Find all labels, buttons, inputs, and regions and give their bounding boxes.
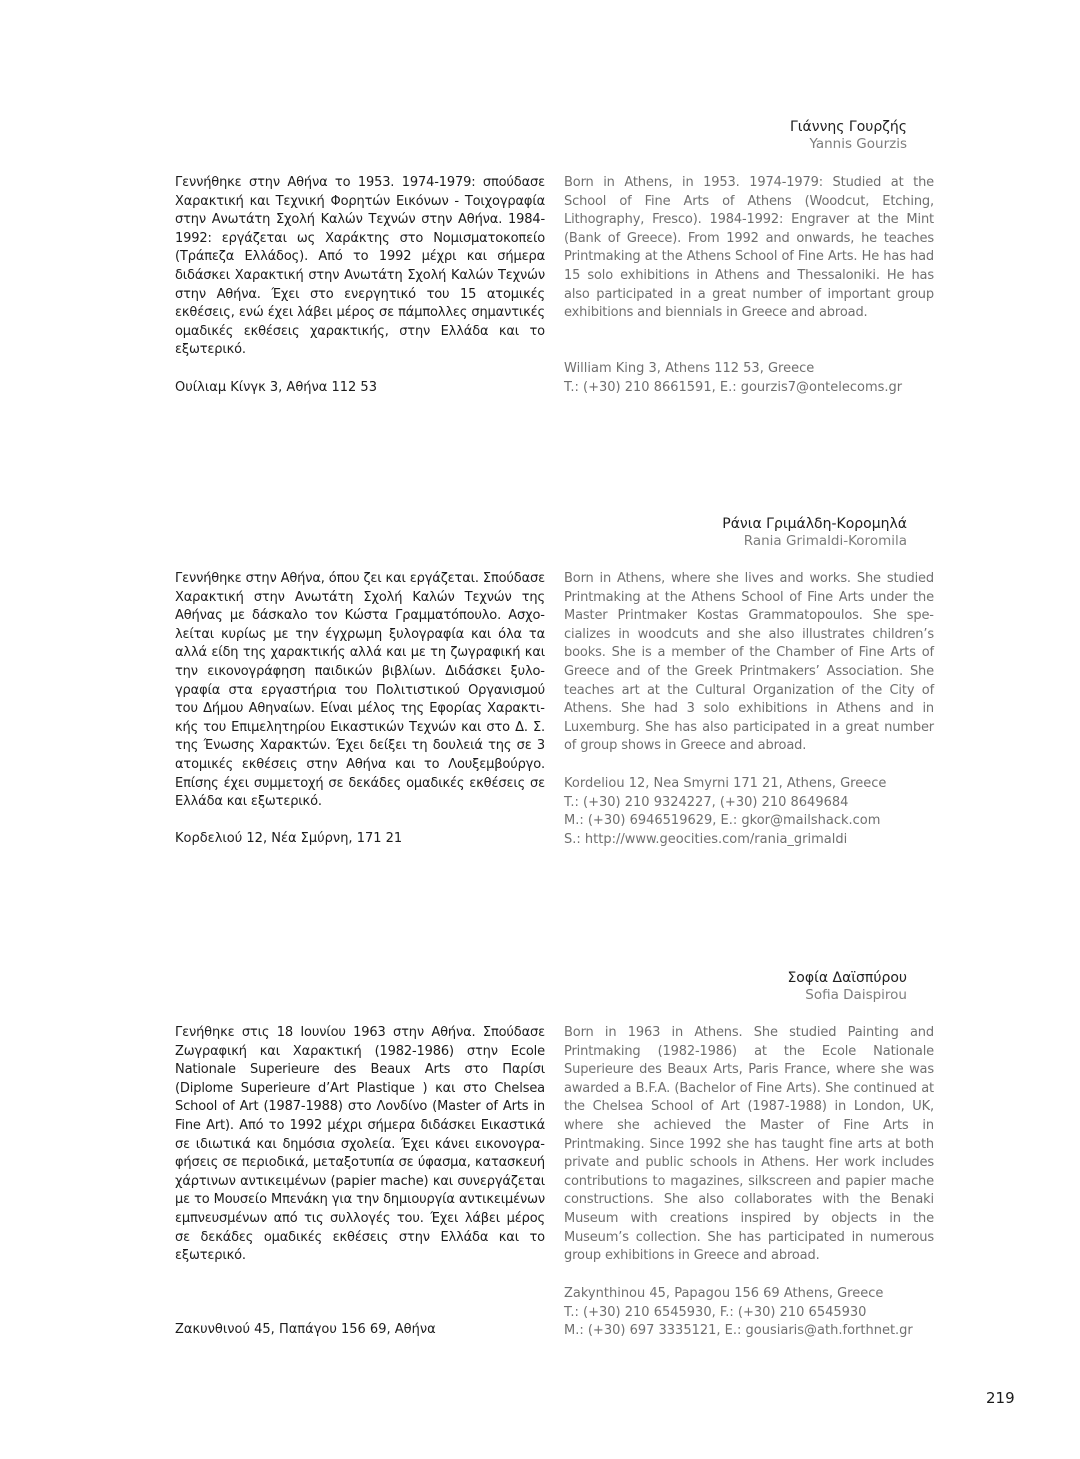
contact-english <box>564 775 886 849</box>
bio-english <box>564 174 934 323</box>
bio-greek <box>175 570 545 812</box>
artist-name-block <box>790 119 907 153</box>
contact-phone-email[interactable]: T.: (+30) 210 8661591, E.: gourzis7@ontelecoms.gr <box>564 379 903 395</box>
bio-greek <box>175 1024 545 1266</box>
contact-english <box>564 1285 913 1341</box>
contact-address: Zakynthinou 45, Papagou 156 69 Athens, Greece <box>564 1286 884 1301</box>
bio-greek-text: Γενήθηκε στις 18 Ιουνίου 1963 στην Αθήνα. Σπούδασε Ζωγραφική και Χαρακτική (1982-1986) στην Ecole Nationale Superieure des Beaux Arts στο Παρίσι (Diplome Superieure d’Art Plastique ) και στο Chelsea School of Art (1987-1988) στο Λονδίνο (Master of Arts in Fine Art). Από το 1992 μέχρι σήμερα διδάσκει Εικαστικά σε ιδιωτικά και δημόσια σχολεία. Έχει κάνει εικονογραφήσεις σε περιοδικά, μεταξοτυπία σε ύφασμα, κατασκευή χάρτινων αντικειμένων (papier mache) και συνεργάζεται με το Μουσείο Μπενάκη για την δημιουργία αντικειμένων εμπνευσμένων από τις συλλογές του. Έχει λάβει μέρος σε δεκάδες ομαδικές εκθέσεις στην Ελλάδα και το εξωτερικό. <box>175 1025 545 1264</box>
bio-greek-text: Γεννήθηκε στην Αθήνα το 1953. 1974-1979: σπούδασε Χαρακτική και Τεχνική Φορητών Εικόνων - Τοιχογραφία στην Ανωτάτη Σχολή Καλών Τεχνών στην Αθήνα. 1984-1992: εργάζεται ως Χαράκτης στο Νομισματοκοπείο (Τράπεζα Ελλάδος). Από το 1992 μέχρι και σήμερα διδάσκει Χαρακτική στην Ανωτάτη Σχολή Καλών Τεχνών στην Αθήνα. Έχει στο ενεργητικό του 15 ατομικές εκθέσεις, ενώ έχει λάβει μέρος σε πάμπολλες σημαντικές ομαδικές εκθέσεις χαρακτικής, στην Ελλάδα και το εξωτερικό. <box>175 175 545 358</box>
bio-greek <box>175 174 545 360</box>
bio-english-text: Born in 1963 in Athens. She studied Painting and Printmaking (1982-1986) at the Ecole Nationale Superieure des Beaux Arts, Paris France, where she was awarded a B.F.A. (Bachelor of Fine Arts). She continued at the Chelsea School of Art (1987-1988) in London, UK, where she achieved the Master of Fine Arts in Printmaking. Since 1992 she has taught fine arts at both private and public schools in Athens. Her work includes contributions to magazines, silkscreen and papier mache constructions. She also collaborates with the Benaki Museum with creations inspired by objects in the Museum’s collection. She has participated in numerous group exhibitions in Greece and abroad. <box>564 1025 934 1264</box>
bio-english-text: Born in Athens, in 1953. 1974-1979: Studied at the School of Fine Arts of Athens (Woodcut, Etching, Lithography, Fresco). 1984-1992: Engraver at the Mint (Bank of Greece). From 1992 and onwards, he teaches Printmaking at the Athens School of Fine Arts. He has had 15 solo exhibitions in Athens and Thessaloniki. He has also participated in a great number of important group exhibitions and biennials in Greece and abroad. <box>564 175 934 321</box>
contact-phone: T.: (+30) 210 9324227, (+30) 210 8649684 <box>564 794 849 810</box>
address-greek: Ζακυνθινού 45, Παπάγου 156 69, Αθήνα <box>175 1322 436 1337</box>
artist-name-block <box>722 516 907 550</box>
bio-english <box>564 1024 934 1266</box>
contact-website[interactable]: S.: http://www.geocities.com/rania_grimaldi <box>564 831 848 847</box>
contact-mobile-email[interactable]: M.: (+30) 697 3335121, E.: gousiaris@ath.forthnet.gr <box>564 1323 913 1339</box>
artist-name-greek: Γιάννης Γουρζής <box>789 119 907 135</box>
bio-english-text: Born in Athens, where she lives and works. She studied Printmaking at the Athens School of Fine Arts under the Master Printmaker Kostas Grammatopoulos. She specializes in woodcuts and she also illustrates children’s books. She is a member of the Chamber of Fine Arts of Greece and of the Greek Printmakers’ Association. She teaches art at the Cultural Organization of the City of Athens. She had 3 solo exhibitions in Athens and in Luxemburg. She has also participated in a great number of group shows in Greece and abroad. <box>564 571 934 754</box>
contact-address: Kordeliou 12, Nea Smyrni 171 21, Athens, Greece <box>564 776 887 791</box>
page-number: 219 <box>986 1389 1015 1407</box>
artist-name-greek: Ράνια Γριμάλδη-Κορομηλά <box>722 516 907 532</box>
contact-english <box>564 360 902 397</box>
address-greek: Ουίλιαμ Κίνγκ 3, Αθήνα 112 53 <box>175 380 377 395</box>
artist-name-greek: Σοφία Δαϊσπύρου <box>787 970 907 986</box>
artist-name-block <box>787 970 907 1004</box>
artist-name-english: Yannis Gourzis <box>809 136 907 152</box>
artist-name-english: Sofia Daispirou <box>805 987 907 1003</box>
contact-mobile-email[interactable]: M.: (+30) 6946519629, E.: gkor@mailshack.com <box>564 813 881 829</box>
bio-greek-text: Γεννήθηκε στην Αθήνα, όπου ζει και εργάζεται. Σπούδασε Χαρακτική στην Ανωτάτη Σχολή Καλών Τεχνών της Αθήνας με δάσκαλο τον Κώστα Γραμματόπουλο. Ασχολείται κυρίως με την έγχρωμη ξυλογραφία και όλα τα αλλά είδη της χαρακτικής αλλά και με τη ζωγραφική και την εικονογράφηση παιδικών βιβλίων. Διδάσκει ξυλογραφία στα εργαστήρια του Πολιτιστικού Οργανισμού του Δήμου Αθηναίων. Είναι μέλος της Εφορίας Χαρακτικής του Επιμελητηρίου Εικαστικών Τεχνών και στο Δ. Σ. της Ένωσης Χαρακτών. Έχει δείξει τη δουλειά της σε 3 ατομικές εκθέσεις στην Αθήνα και το Λουξεμβούργο. Επίσης έχει συμμετοχή σε δεκάδες ομαδικές εκθέσεις σε Ελλάδα και εξωτερικό. <box>175 571 545 810</box>
contact-phone-fax: T.: (+30) 210 6545930, F.: (+30) 210 6545930 <box>564 1304 867 1320</box>
contact-address: William King 3, Athens 112 53, Greece <box>564 361 815 376</box>
address-greek: Κορδελιού 12, Νέα Σμύρνη, 171 21 <box>175 831 403 846</box>
bio-english <box>564 570 934 756</box>
artist-name-english: Rania Grimaldi-Koromila <box>743 533 907 549</box>
